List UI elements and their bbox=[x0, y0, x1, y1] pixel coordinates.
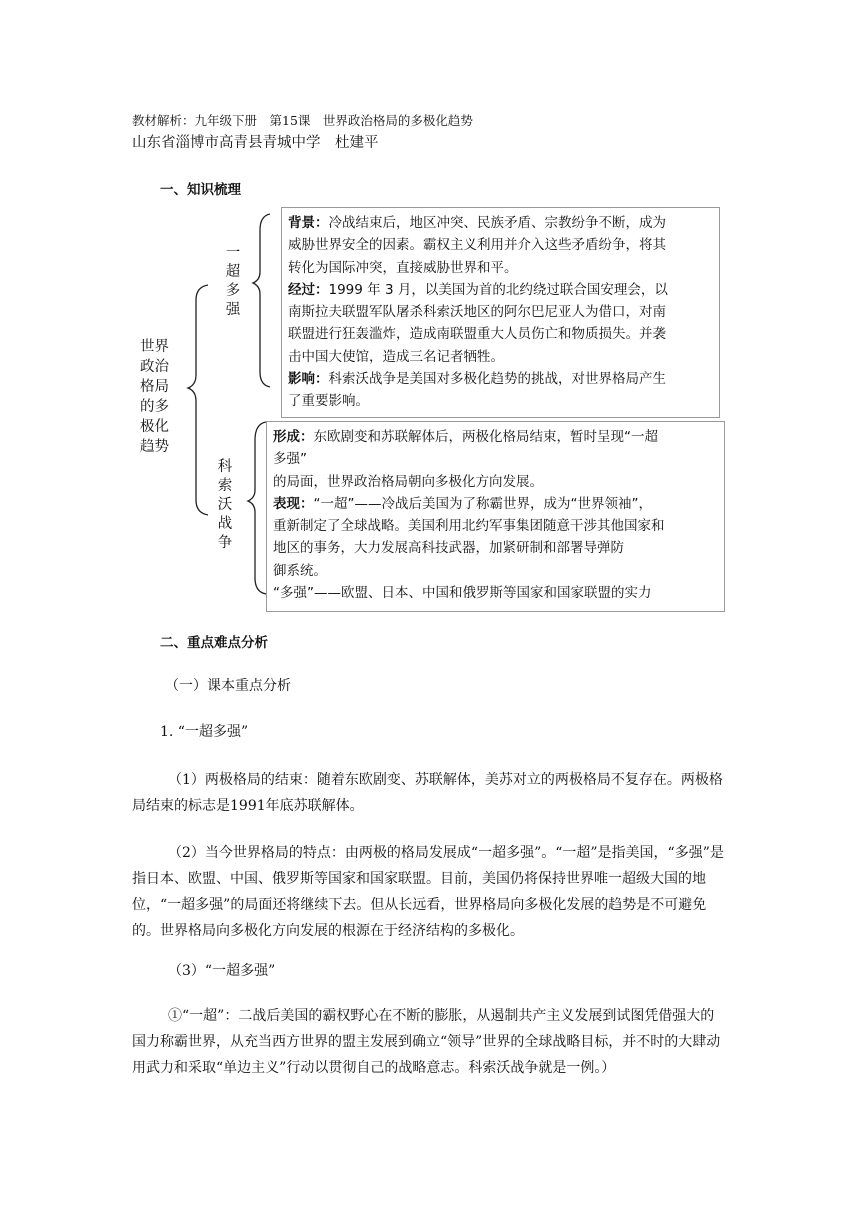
box-line bbox=[288, 390, 711, 412]
box-line bbox=[273, 560, 718, 582]
box-line-heading: 经过： bbox=[288, 281, 329, 298]
vertical-label-char: 科 bbox=[217, 459, 233, 475]
vertical-label-char: 沃 bbox=[217, 497, 233, 513]
paragraph-subheading: （3）“一超多强” bbox=[168, 963, 276, 979]
box-line-text: 冷战结束后，地区冲突、民族矛盾、宗教纷争不断，成为 bbox=[328, 215, 666, 231]
main-topic-label bbox=[140, 337, 180, 457]
vertical-label-char: 争 bbox=[217, 535, 233, 551]
author-school: 山东省淄博市高青县青城中学 杜建平 bbox=[132, 135, 379, 151]
box-line bbox=[273, 537, 718, 559]
subsection-title: （一）课本重点分析 bbox=[165, 678, 291, 694]
branch2-brace bbox=[248, 422, 266, 594]
main-label-line: 极化 bbox=[140, 419, 169, 435]
box-line-heading: 影响： bbox=[288, 371, 329, 388]
box-line bbox=[273, 471, 718, 493]
main-label-line: 趋势 bbox=[140, 439, 169, 455]
branch-label-one-super-many-powers bbox=[223, 244, 243, 320]
box-line bbox=[273, 493, 718, 515]
content-box-one-super bbox=[266, 421, 725, 612]
box-line-heading: 背景： bbox=[288, 215, 329, 231]
main-label-line: 的多 bbox=[140, 399, 169, 415]
box-line bbox=[288, 346, 711, 368]
vertical-label-char: 超 bbox=[225, 264, 241, 280]
box-line-text: 1999 年 3 月，以美国为首的北约绕过联合国安理会，以 bbox=[328, 281, 668, 298]
box-line-text: 联盟进行狂轰滥炸，造成南联盟重大人员伤亡和物质损失。并袭 bbox=[288, 326, 666, 343]
paragraph-one-super: ①“一超”：二战后美国的霸权野心在不断的膨胀，从遏制共产主义发展到试图凭借强大的国力称霸世界，从充当西方世界的盟主发展到确立“领导”世界的全球战略目标，并不时的大肆动用武力和采取“单边主义”行动以贯彻自己的战略意志。科索沃战争就是一例。） bbox=[132, 1008, 721, 1076]
box-line bbox=[288, 257, 711, 279]
main-label-line: 格局 bbox=[140, 379, 169, 395]
vertical-label-char: 一 bbox=[225, 245, 241, 261]
box-line-heading: 形成： bbox=[273, 429, 314, 445]
main-label-line: 政治 bbox=[140, 359, 169, 375]
box-line bbox=[273, 515, 718, 537]
box-line-text: 击中国大使馆，造成三名记者牺牲。 bbox=[288, 348, 504, 365]
box-line-text: 南斯拉夫联盟军队屠杀科索沃地区的阿尔巴尼亚人为借口，对南 bbox=[288, 304, 666, 321]
box-line-text: 重新制定了全球战略。美国利用北约军事集团随意干涉其他国家和 bbox=[273, 518, 665, 535]
vertical-label-char: 多 bbox=[225, 283, 241, 299]
box-line-text: “多强”——欧盟、日本、中国和俄罗斯等国家和国家联盟的实力 bbox=[273, 585, 652, 602]
box-line bbox=[288, 212, 711, 234]
branch-label-kosovo-war bbox=[215, 458, 235, 553]
box-line bbox=[273, 448, 718, 470]
document-subtitle: 教材解析：九年级下册 第15课 世界政治格局的多极化趋势 bbox=[132, 113, 473, 128]
content-box-kosovo bbox=[281, 207, 720, 418]
paragraph-world-pattern: （2）当今世界格局的特点：由两极的格局发展成“一超多强”。“一超”是指美国，“多强”是指日本、欧盟、中国、俄罗斯等国家和国家联盟。目前，美国仍将保持世界唯一超级大国的地位，“一超多强”的局面还将继续下去。但从长远看，世界格局向多极化发展的趋势是不可避免的。世界格局向多极化方向发展的根源在于经济结构的多极化。 bbox=[132, 845, 724, 939]
branch1-brace bbox=[253, 214, 270, 387]
item-heading: 1. “一超多强” bbox=[160, 724, 249, 740]
box-line-text: 御系统。 bbox=[273, 562, 327, 579]
main-label-line: 世界 bbox=[140, 339, 169, 355]
main-brace bbox=[188, 285, 208, 515]
section-title-key-points: 二、重点难点分析 bbox=[160, 635, 268, 651]
box-line bbox=[273, 582, 718, 604]
vertical-label-char: 索 bbox=[217, 478, 233, 494]
box-line bbox=[288, 234, 711, 256]
box-line-text: 科索沃战争是美国对多极化趋势的挑战，对世界格局产生 bbox=[328, 371, 666, 388]
box-line-heading: 表现： bbox=[273, 495, 314, 512]
vertical-label-char: 强 bbox=[225, 302, 241, 318]
box-line bbox=[288, 301, 711, 323]
box-line bbox=[273, 426, 718, 448]
vertical-label-char: 战 bbox=[217, 516, 233, 532]
box-line-text: 转化为国际冲突，直接威胁世界和平。 bbox=[288, 259, 518, 276]
box-line-text: 了重要影响。 bbox=[288, 393, 369, 410]
box-line bbox=[288, 323, 711, 345]
box-line bbox=[288, 368, 711, 390]
box-line-text: 的局面，世界政治格局朝向多极化方向发展。 bbox=[273, 473, 543, 490]
box-line-text: “一超”——冷战后美国为了称霸世界，成为“世界领袖”， bbox=[313, 495, 652, 512]
box-line bbox=[288, 279, 711, 301]
box-line-text: 多强” bbox=[273, 451, 307, 468]
paragraph-bipolar-end: （1）两极格局的结束：随着东欧剧变、苏联解体，美苏对立的两极格局不复存在。两极格局结束的标志是1991年底苏联解体。 bbox=[132, 772, 723, 814]
section-title-knowledge: 一、知识梳理 bbox=[160, 182, 241, 198]
box-line-text: 地区的事务，大力发展高科技武器，加紧研制和部署导弹防 bbox=[273, 540, 624, 557]
box-line-text: 东欧剧变和苏联解体后，两极化格局结束，暂时呈现“一超 bbox=[313, 429, 658, 445]
box-line-text: 威胁世界安全的因素。霸权主义利用并介入这些矛盾纷争，将其 bbox=[288, 237, 666, 254]
